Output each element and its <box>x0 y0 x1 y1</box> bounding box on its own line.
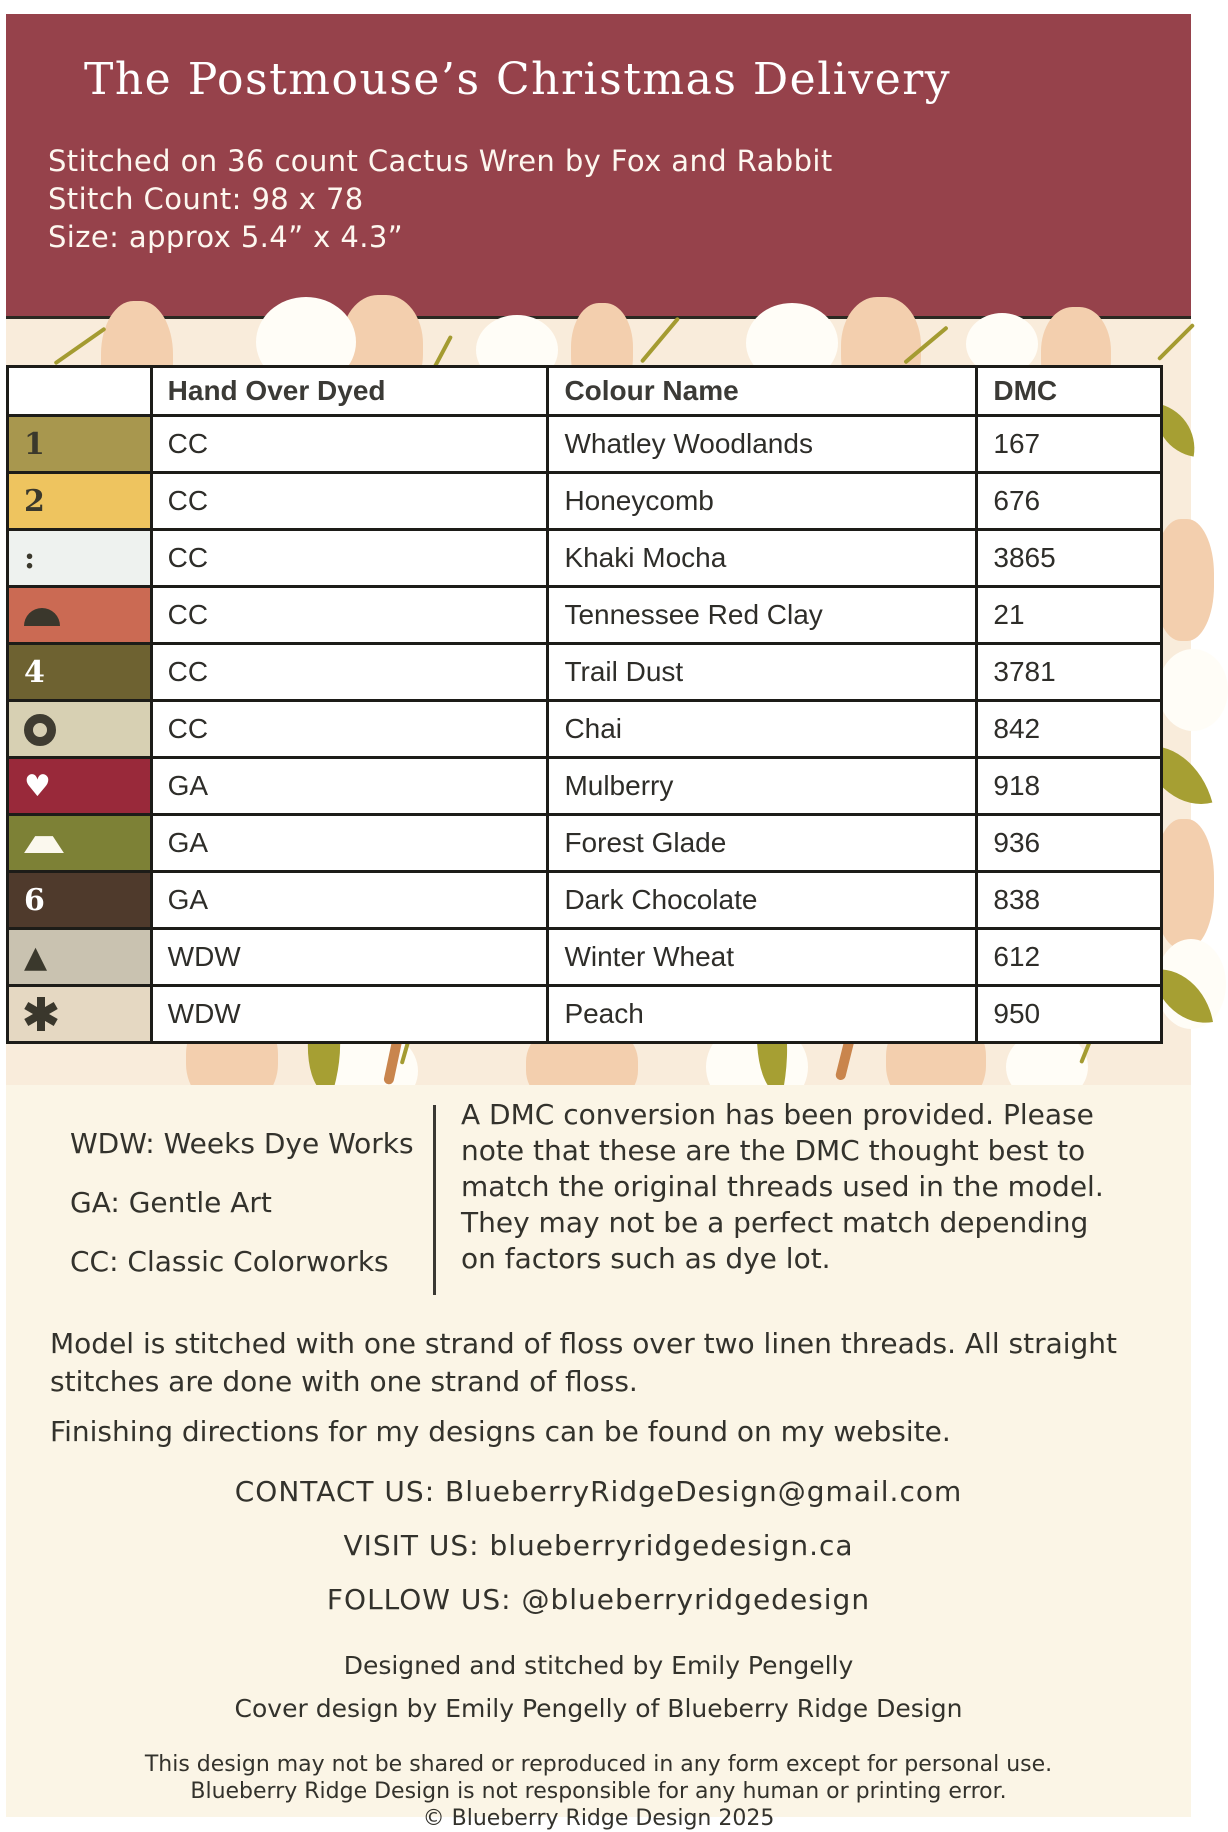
dmc-cell: 936 <box>977 815 1162 872</box>
colour-swatch <box>8 872 152 929</box>
dmc-cell: 167 <box>977 416 1162 473</box>
colour-name-cell: Mulberry <box>548 758 977 815</box>
trapezoid-symbol-icon <box>24 836 64 853</box>
size-line: Size: approx 5.4” x 4.3” <box>48 220 404 254</box>
thread-row <box>8 473 1162 530</box>
brand-cell: WDW <box>151 986 548 1043</box>
table-header-row <box>8 367 1162 416</box>
col-header-dmc: DMC <box>977 367 1162 416</box>
credits-block <box>6 1651 1191 1737</box>
stitching-note: Model is stitched with one strand of floss over two linen threads. All straight stitches are done with one strand of floss. <box>50 1327 1118 1398</box>
dmc-cell: 612 <box>977 929 1162 986</box>
colour-name-cell: Tennessee Red Clay <box>548 587 977 644</box>
thread-row <box>8 872 1162 929</box>
cover-credit: Cover design by Emily Pengelly of Blueberry Ridge Design <box>234 1694 963 1723</box>
colour-name-cell: Khaki Mocha <box>548 530 977 587</box>
legend-wdw: WDW: Weeks Dye Works <box>70 1127 414 1160</box>
colour-name-cell: Chai <box>548 701 977 758</box>
colour-name-cell: Trail Dust <box>548 644 977 701</box>
thread-row <box>8 815 1162 872</box>
col-header-hand-over-dyed: Hand Over Dyed <box>151 367 548 416</box>
two-symbol-icon: 2 <box>24 484 45 520</box>
brand-cell: WDW <box>151 929 548 986</box>
dmc-cell: 838 <box>977 872 1162 929</box>
colour-swatch <box>8 986 152 1043</box>
thread-row <box>8 758 1162 815</box>
copyright-line: © Blueberry Ridge Design 2025 <box>422 1806 775 1831</box>
heart-symbol-icon: ♥ <box>24 769 51 805</box>
triangle-symbol-icon: ▲ <box>24 940 48 976</box>
colour-swatch <box>8 758 152 815</box>
colour-name-cell: Winter Wheat <box>548 929 977 986</box>
colour-name-cell: Peach <box>548 986 977 1043</box>
brand-cell: CC <box>151 587 548 644</box>
colour-swatch <box>8 530 152 587</box>
colour-swatch <box>8 929 152 986</box>
fabric-line: Stitched on 36 count Cactus Wren by Fox and Rabbit <box>48 144 833 178</box>
website-line: VISIT US: blueberryridgedesign.ca <box>343 1529 854 1562</box>
peach-blob-decoration <box>1154 819 1214 949</box>
disclaimer-line-2: Blueberry Ridge Design is not responsible for any human or printing error. <box>190 1779 1007 1804</box>
asterisk-symbol-icon <box>24 997 58 1031</box>
sprig-icon <box>1157 323 1195 361</box>
header-subtitle <box>48 142 833 256</box>
colour-swatch <box>8 587 152 644</box>
ring-symbol-icon <box>24 714 56 746</box>
thread-row <box>8 644 1162 701</box>
brand-cell: CC <box>151 530 548 587</box>
thread-row <box>8 416 1162 473</box>
vertical-divider <box>433 1105 436 1295</box>
brand-cell: CC <box>151 701 548 758</box>
brand-cell: GA <box>151 758 548 815</box>
dmc-cell: 918 <box>977 758 1162 815</box>
finishing-note: Finishing directions for my designs can be found on my website. <box>50 1415 951 1448</box>
contact-block <box>6 1475 1191 1637</box>
brand-cell: GA <box>151 815 548 872</box>
thread-row <box>8 929 1162 986</box>
petal-decoration <box>1158 649 1228 731</box>
colour-name-cell: Dark Chocolate <box>548 872 977 929</box>
colour-swatch <box>8 644 152 701</box>
brand-cell: CC <box>151 644 548 701</box>
stitch-count-line: Stitch Count: 98 x 78 <box>48 182 364 216</box>
colour-swatch <box>8 473 152 530</box>
header-banner <box>6 14 1191 319</box>
dmc-cell: 842 <box>977 701 1162 758</box>
contact-email-line: CONTACT US: BlueberryRidgeDesign@gmail.com <box>234 1475 963 1508</box>
peach-blob-decoration <box>1154 519 1214 641</box>
dmc-cell: 21 <box>977 587 1162 644</box>
designer-credit: Designed and stitched by Emily Pengelly <box>343 1651 854 1680</box>
colour-name-cell: Whatley Woodlands <box>548 416 977 473</box>
thread-table <box>6 365 1163 1044</box>
disclaimer-block <box>6 1751 1191 1832</box>
colour-name-cell: Honeycomb <box>548 473 977 530</box>
sprig-icon <box>640 316 680 363</box>
six-symbol-icon: 6 <box>24 883 45 919</box>
page-title: The Postmouse’s Christmas Delivery <box>84 54 952 105</box>
dmc-cell: 3865 <box>977 530 1162 587</box>
sprig-icon <box>53 327 106 366</box>
thread-table-body <box>8 416 1162 1043</box>
colour-swatch <box>8 416 152 473</box>
col-header-symbol <box>8 367 152 416</box>
brand-cell: CC <box>151 416 548 473</box>
info-section <box>6 1085 1191 1831</box>
disclaimer-line-1: This design may not be shared or reproduced in any form except for personal use. <box>144 1752 1053 1777</box>
colon-symbol-icon: : <box>24 541 36 577</box>
four-symbol-icon: 4 <box>24 655 45 691</box>
colour-name-cell: Forest Glade <box>548 815 977 872</box>
thread-row <box>8 587 1162 644</box>
col-header-colour-name: Colour Name <box>548 367 977 416</box>
colour-swatch <box>8 815 152 872</box>
dmc-cell: 3781 <box>977 644 1162 701</box>
abbreviation-legend <box>70 1127 414 1304</box>
thread-row <box>8 530 1162 587</box>
colour-swatch <box>8 701 152 758</box>
brand-cell: GA <box>151 872 548 929</box>
legend-cc: CC: Classic Colorworks <box>70 1245 389 1278</box>
thread-row <box>8 701 1162 758</box>
social-line: FOLLOW US: @blueberryridgedesign <box>326 1583 871 1616</box>
brand-cell: CC <box>151 473 548 530</box>
thread-row <box>8 986 1162 1043</box>
dmc-cell: 950 <box>977 986 1162 1043</box>
dmc-cell: 676 <box>977 473 1162 530</box>
floral-background <box>6 319 1191 1085</box>
dmc-conversion-note: A DMC conversion has been provided. Please note that these are the DMC thought best to match the original threads used in the model. They may not be a perfect match depending on factors such as dye lot. <box>461 1098 1104 1275</box>
one-symbol-icon: 1 <box>24 427 45 463</box>
legend-ga: GA: Gentle Art <box>70 1186 272 1219</box>
half-circle-symbol-icon <box>24 608 60 626</box>
